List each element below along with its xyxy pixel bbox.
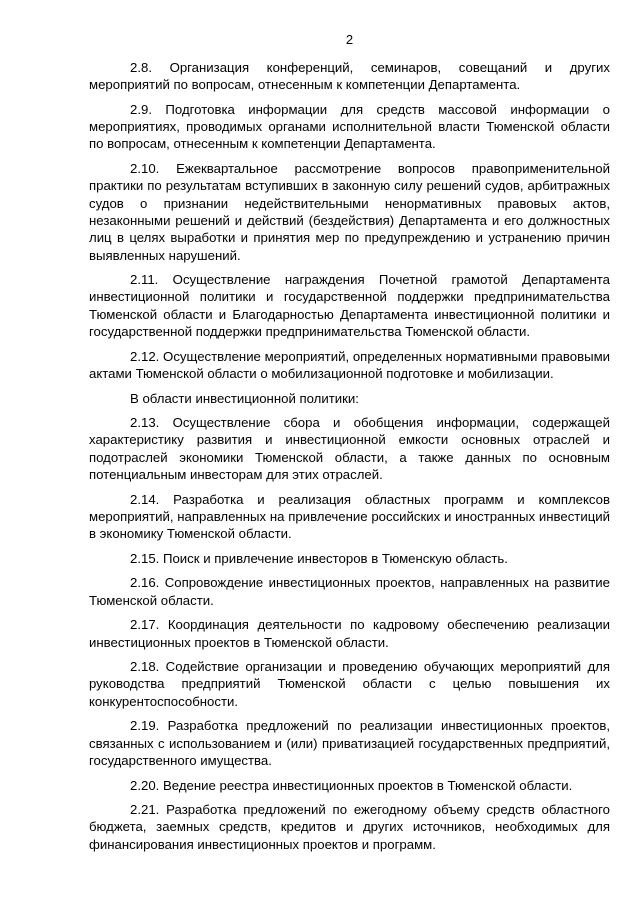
- paragraph-2-20: 2.20. Ведение реестра инвестиционных проектов в Тюменской области.: [130, 777, 573, 793]
- paragraph-2-8: 2.8. Организация конференций, семинаров, совещаний и других мероприятий по вопросам, отнесенным к компетенции Департамента.: [89, 60, 610, 93]
- paragraph-2-10: 2.10. Ежеквартальное рассмотрение вопросов правоприменительной практики по результатам вступивших в законную силу решений судов, арбитражных судов о признании недействительными ненормативных правовых актов, незаконными решений и действий (бездействия) Департамента и его должностных лиц в целях выработки и принятия мер по предупреждению и устранению причин выявленных нарушений.: [89, 161, 610, 263]
- paragraph-2-15: 2.15. Поиск и привлечение инвесторов в Тюменскую область.: [130, 550, 508, 566]
- paragraph-2-16: 2.16. Сопровождение инвестиционных проектов, направленных на развитие Тюменской области.: [89, 575, 610, 608]
- document-body: [89, 59, 610, 853]
- paragraph-2-19: 2.19. Разработка предложений по реализации инвестиционных проектов, связанных с использованием и (или) приватизацией государственных предприятий, государственного имущества.: [89, 718, 610, 768]
- section-heading-investment-policy: В области инвестиционной политики:: [130, 390, 359, 406]
- page-number: 2: [345, 32, 354, 47]
- paragraph-2-17: 2.17. Координация деятельности по кадровому обеспечению реализации инвестиционных проектов в Тюменской области.: [89, 617, 610, 650]
- paragraph-2-14: 2.14. Разработка и реализация областных программ и комплексов мероприятий, направленных на привлечение российских и иностранных инвестиций в экономику Тюменской области.: [89, 491, 610, 542]
- paragraph-2-18: 2.18. Содействие организации и проведению обучающих мероприятий для руководства предприятий Тюменской области с целью повышения их конкурентоспособности.: [89, 659, 610, 709]
- paragraph-2-9: 2.9. Подготовка информации для средств массовой информации о мероприятиях, проводимых органами исполнительной власти Тюменской области по вопросам, отнесенным к компетенции Департамента.: [89, 101, 610, 152]
- paragraph-2-21: 2.21. Разработка предложений по ежегодному объему средств областного бюджета, заемных средств, кредитов и других источников, необходимых для финансирования инвестиционных проектов и программ.: [89, 802, 610, 852]
- paragraph-2-12: 2.12. Осуществление мероприятий, определенных нормативными правовыми актами Тюменской области о мобилизационной подготовке и мобилизации.: [89, 348, 610, 381]
- paragraph-2-11: 2.11. Осуществление награждения Почетной грамотой Департамента инвестиционной политики и государственной поддержки предпринимательства Тюменской области и Благодарностью Департамента инвестиционной политики и государственной поддержки предпринимательства Тюменской области.: [89, 272, 610, 340]
- paragraph-2-13: 2.13. Осуществление сбора и обобщения информации, содержащей характеристику развития и инвестиционной емкости основных отраслей и подотраслей экономики Тюменской области, а также данных по основным потенциальным инвесторам для этих отраслей.: [89, 415, 610, 483]
